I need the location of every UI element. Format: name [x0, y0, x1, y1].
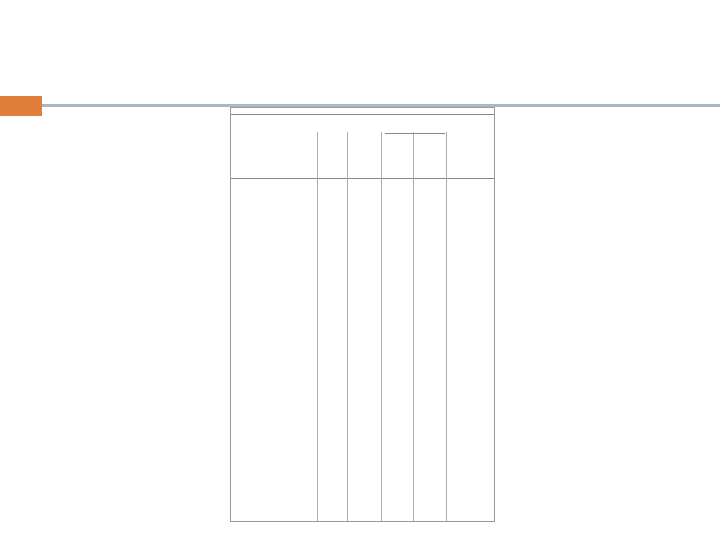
col-header-consolidated	[451, 150, 491, 176]
col-header-debits	[386, 150, 410, 176]
column-divider	[347, 132, 348, 521]
column-divider	[317, 132, 318, 521]
workpaper-image	[230, 107, 495, 522]
column-divider	[446, 132, 447, 521]
column-divider	[413, 132, 414, 521]
accent-block	[0, 96, 42, 116]
col-header-pak	[319, 150, 343, 176]
col-header-say	[348, 150, 376, 176]
header-rule	[231, 178, 494, 179]
column-divider	[381, 132, 382, 521]
col-header-credits	[415, 150, 443, 176]
adjustments-header	[385, 133, 445, 134]
workpaper-heading	[231, 108, 494, 115]
